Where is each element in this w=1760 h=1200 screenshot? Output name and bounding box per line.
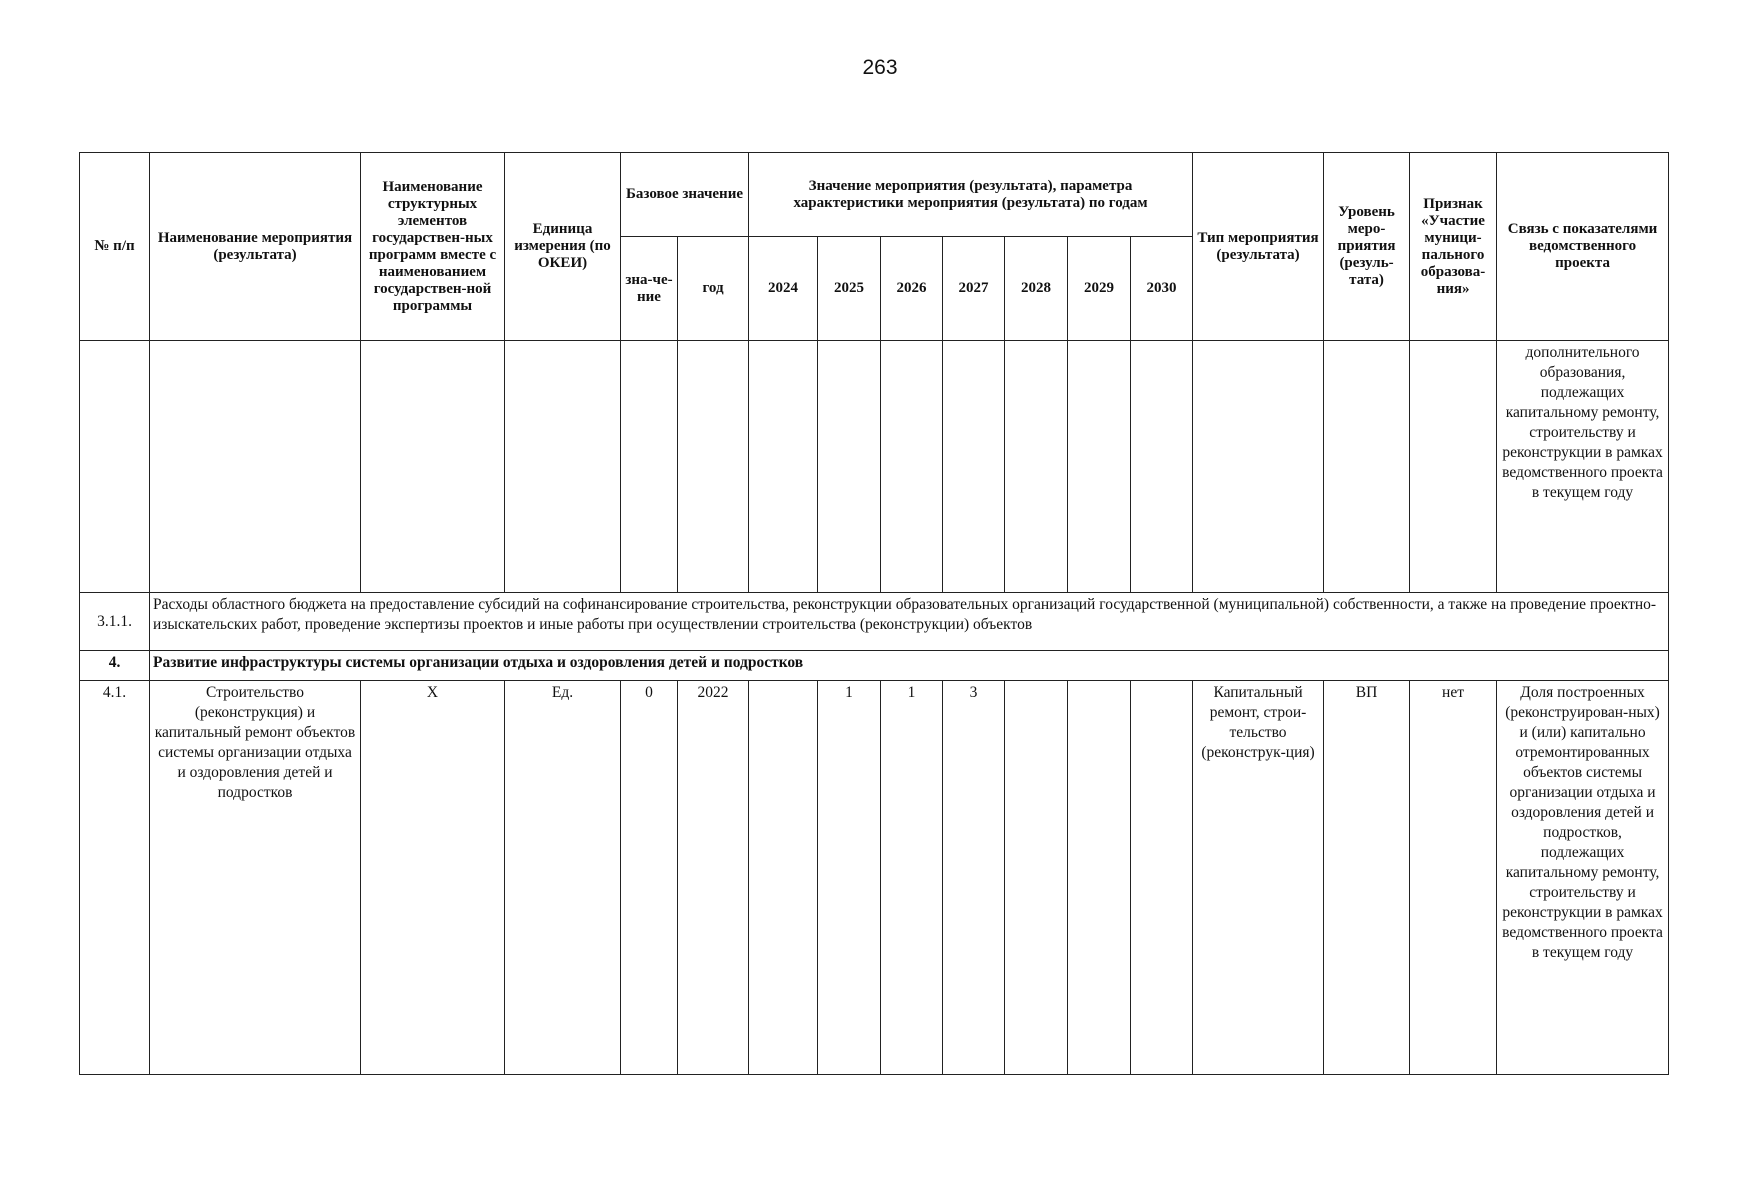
cell [505, 341, 621, 593]
header-values-by-year: Значение мероприятия (результата), параметра характеристики мероприятия (результата) по годам [749, 153, 1193, 237]
cell [1068, 341, 1131, 593]
header-base: Базовое значение [621, 153, 749, 237]
cell-section-text: Развитие инфраструктуры системы организации отдыха и оздоровления детей и подростков [150, 651, 1669, 681]
header-year: 2027 [943, 237, 1005, 341]
cell-link: Доля построенных (реконструирован-ных) и (или) капитально отремонтированных объектов системы организации отдыха и оздоровления детей и подростков, подлежащих капитальному ремонту, строительству и реконструкции в рамках ведомственного проекта в текущем году [1497, 681, 1669, 1075]
cell-struct: X [361, 681, 505, 1075]
cell-section-text: Расходы областного бюджета на предоставление субсидий на софинансирование строительства, реконструкции образовательных организаций государственной (муниципальной) собственности, а также на проведение проектно-изыскательских работ, проведение экспертизы проектов и иные работы при осуществлении строительства (реконструкции) объектов [150, 593, 1669, 651]
cell-base-value: 0 [621, 681, 678, 1075]
header-year: 2030 [1131, 237, 1193, 341]
cell [1193, 341, 1324, 593]
cell [678, 341, 749, 593]
cell [80, 341, 150, 593]
table-row-continuation [80, 341, 1669, 593]
header-name: Наименование мероприятия (результата) [150, 153, 361, 341]
cell [621, 341, 678, 593]
cell-year-2028 [1005, 681, 1068, 1075]
header-level: Уровень меро-приятия (резуль-тата) [1324, 153, 1410, 341]
cell-type: Капитальный ремонт, строи-тельство (реконструк-ция) [1193, 681, 1324, 1075]
cell [361, 341, 505, 593]
cell-base-year: 2022 [678, 681, 749, 1075]
header-base-year: год [678, 237, 749, 341]
cell [1324, 341, 1410, 593]
cell-municipal: нет [1410, 681, 1497, 1075]
cell-num: 4. [80, 651, 150, 681]
cell-year-2024 [749, 681, 818, 1075]
cell [943, 341, 1005, 593]
cell [1131, 341, 1193, 593]
cell-year-2026: 1 [881, 681, 943, 1075]
header-year: 2026 [881, 237, 943, 341]
header-year: 2024 [749, 237, 818, 341]
cell [749, 341, 818, 593]
cell [818, 341, 881, 593]
table-row-3-1-1 [80, 593, 1669, 651]
cell-link: дополнительного образования, подлежащих капитальному ремонту, строительству и реконструкции в рамках ведомственного проекта в текущем году [1497, 341, 1669, 593]
header-num: № п/п [80, 153, 150, 341]
header-link: Связь с показателями ведомственного проекта [1497, 153, 1669, 341]
cell [150, 341, 361, 593]
cell-year-2030 [1131, 681, 1193, 1075]
cell [881, 341, 943, 593]
table-header [80, 153, 1669, 341]
cell-year-2025: 1 [818, 681, 881, 1075]
header-municipal: Признак «Участие муници-пального образова-ния» [1410, 153, 1497, 341]
header-year: 2025 [818, 237, 881, 341]
cell-level: ВП [1324, 681, 1410, 1075]
header-type: Тип мероприятия (результата) [1193, 153, 1324, 341]
table-row-4 [80, 651, 1669, 681]
page-number: 263 [862, 56, 898, 79]
cell-year-2027: 3 [943, 681, 1005, 1075]
header-year: 2029 [1068, 237, 1131, 341]
results-table [79, 152, 1669, 1075]
cell-num: 3.1.1. [80, 593, 150, 651]
cell-name: Строительство (реконструкция) и капитальный ремонт объектов системы организации отдыха и оздоровления детей и подростков [150, 681, 361, 1075]
cell-num: 4.1. [80, 681, 150, 1075]
cell-unit: Ед. [505, 681, 621, 1075]
cell [1005, 341, 1068, 593]
cell [1410, 341, 1497, 593]
header-struct: Наименование структурных элементов государствен-ных программ вместе с наименованием государствен-ной программы [361, 153, 505, 341]
header-base-value: зна-че-ние [621, 237, 678, 341]
header-unit: Единица измерения (по ОКЕИ) [505, 153, 621, 341]
cell-year-2029 [1068, 681, 1131, 1075]
table-row-4-1 [80, 681, 1669, 1075]
header-year: 2028 [1005, 237, 1068, 341]
